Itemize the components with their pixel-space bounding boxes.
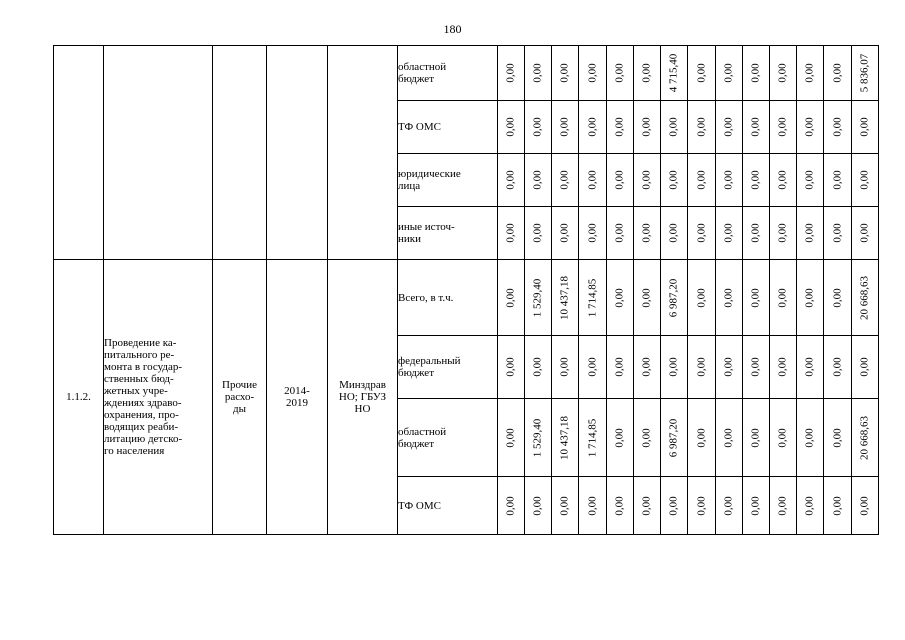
value-cell: [525, 207, 552, 260]
value-cell: [634, 336, 661, 399]
value: 0,00: [695, 63, 707, 83]
value: 0,00: [558, 117, 571, 137]
value-cell: [607, 260, 634, 336]
funding-source: федеральный бюджет: [398, 336, 498, 399]
value: 0,00: [586, 357, 598, 377]
value: 0,00: [776, 117, 789, 137]
prev-item-expense-type-cell: [213, 46, 267, 260]
table-row: [54, 260, 879, 336]
value-cell: [852, 260, 879, 336]
prev-item-code-cell: [54, 46, 104, 260]
value: 0,00: [613, 427, 626, 448]
value-cell: [797, 336, 824, 399]
funding-source: областной бюджет: [398, 46, 498, 101]
value-cell: [525, 101, 552, 154]
period: 2014- 2019: [267, 260, 328, 535]
value: 0,00: [586, 63, 598, 83]
value-cell: [552, 477, 579, 535]
value: 20 668,63: [858, 275, 871, 320]
value-cell: [716, 101, 743, 154]
value-cell: [607, 154, 634, 207]
value-cell: [579, 260, 607, 336]
value-cell: [552, 399, 579, 477]
value: 0,00: [749, 495, 762, 516]
value: 0,00: [695, 223, 707, 243]
value-cell: [552, 101, 579, 154]
value-cell: [498, 336, 525, 399]
value-cell: [770, 101, 797, 154]
value: 0,00: [586, 170, 598, 190]
value: 0,00: [558, 495, 571, 516]
value: 0,00: [722, 287, 735, 308]
value: 0,00: [803, 287, 816, 308]
value-cell: [634, 207, 661, 260]
value-cell: [661, 207, 688, 260]
prev-item-executor-cell: [328, 46, 398, 260]
value: 1 529,40: [531, 418, 544, 457]
value-cell: [498, 154, 525, 207]
value-cell: [661, 336, 688, 399]
value-cell: [743, 101, 770, 154]
value: 0,00: [776, 427, 789, 448]
value: 0,00: [749, 117, 762, 137]
value-cell: [797, 101, 824, 154]
value-cell: [770, 336, 797, 399]
value-cell: [716, 399, 743, 477]
value-cell: [743, 207, 770, 260]
value: 0,00: [504, 495, 517, 516]
funding-source: юридические лица: [398, 154, 498, 207]
value: 0,00: [640, 117, 653, 137]
value-cell: [852, 46, 879, 101]
value-cell: [797, 477, 824, 535]
value-cell: [797, 399, 824, 477]
budget-table: [53, 45, 879, 535]
value-cell: [552, 260, 579, 336]
value: 5 836,07: [858, 53, 871, 93]
expense-type: Прочие расхо- ды: [213, 260, 267, 535]
value: 0,00: [613, 223, 626, 243]
value: 0,00: [640, 495, 653, 516]
value: 0,00: [858, 170, 871, 190]
value: 0,00: [831, 427, 843, 448]
value-cell: [498, 477, 525, 535]
value: 0,00: [667, 170, 680, 190]
value: 0,00: [803, 63, 816, 83]
value: 1 714,85: [586, 418, 598, 457]
value-cell: [824, 46, 852, 101]
value-cell: [634, 101, 661, 154]
value: 0,00: [831, 495, 843, 516]
value-cell: [824, 399, 852, 477]
value: 0,00: [613, 117, 626, 137]
value-cell: [661, 477, 688, 535]
value-cell: [743, 336, 770, 399]
value: 0,00: [776, 495, 789, 516]
value-cell: [797, 154, 824, 207]
value: 0,00: [504, 223, 517, 243]
value: 4 715,40: [667, 53, 680, 93]
value-cell: [770, 207, 797, 260]
value-cell: [770, 399, 797, 477]
value: 0,00: [749, 170, 762, 190]
value: 0,00: [586, 117, 598, 137]
value: 10 437,18: [558, 275, 571, 320]
value: 0,00: [803, 223, 816, 243]
value: 0,00: [722, 117, 735, 137]
value: 0,00: [667, 117, 680, 137]
value: 0,00: [640, 287, 653, 308]
value: 0,00: [504, 427, 517, 448]
value: 0,00: [504, 287, 517, 308]
value-cell: [579, 336, 607, 399]
value-cell: [579, 477, 607, 535]
value: 0,00: [749, 357, 762, 377]
value-cell: [634, 46, 661, 101]
value-cell: [525, 46, 552, 101]
table-row: [54, 46, 879, 101]
value: 0,00: [858, 223, 871, 243]
value: 0,00: [640, 170, 653, 190]
value-cell: [634, 477, 661, 535]
value-cell: [579, 101, 607, 154]
value-cell: [852, 399, 879, 477]
funding-source: ТФ ОМС: [398, 101, 498, 154]
value: 0,00: [504, 117, 517, 137]
value-cell: [579, 46, 607, 101]
value: 0,00: [749, 63, 762, 83]
value-cell: [688, 260, 716, 336]
value: 0,00: [803, 495, 816, 516]
funding-source: ТФ ОМС: [398, 477, 498, 535]
value: 0,00: [722, 357, 735, 377]
value: 0,00: [586, 495, 598, 516]
value-cell: [852, 207, 879, 260]
value-cell: [797, 260, 824, 336]
value-cell: [824, 207, 852, 260]
value: 0,00: [831, 63, 843, 83]
value: 0,00: [749, 287, 762, 308]
value-cell: [688, 101, 716, 154]
value: 0,00: [613, 63, 626, 83]
value: 0,00: [531, 117, 544, 137]
value: 0,00: [776, 223, 789, 243]
value: 0,00: [858, 495, 871, 516]
value-cell: [498, 399, 525, 477]
value-cell: [824, 101, 852, 154]
value: 0,00: [722, 223, 735, 243]
value: 0,00: [504, 357, 517, 377]
value-cell: [852, 477, 879, 535]
value-cell: [525, 336, 552, 399]
value: 0,00: [749, 427, 762, 448]
value-cell: [852, 336, 879, 399]
value-cell: [579, 399, 607, 477]
value-cell: [552, 207, 579, 260]
value-cell: [688, 207, 716, 260]
value-cell: [743, 399, 770, 477]
value-cell: [634, 399, 661, 477]
value-cell: [688, 46, 716, 101]
value: 0,00: [831, 287, 843, 308]
value: 0,00: [722, 427, 735, 448]
value: 0,00: [640, 63, 653, 83]
value-cell: [525, 260, 552, 336]
value-cell: [525, 477, 552, 535]
value-cell: [661, 154, 688, 207]
value: 0,00: [695, 427, 707, 448]
value: 20 668,63: [858, 415, 871, 460]
value: 0,00: [531, 223, 544, 243]
item-description: Проведение ка- питального ре- монта в государ- ственных бюд- жетных учре- ждениях здраво- охранения, про- водящих реаби- литацию детско- го населения: [104, 260, 213, 535]
value: 0,00: [558, 63, 571, 83]
value-cell: [770, 46, 797, 101]
value-cell: [498, 101, 525, 154]
value-cell: [661, 46, 688, 101]
value-cell: [498, 46, 525, 101]
value-cell: [824, 154, 852, 207]
value-cell: [770, 477, 797, 535]
value: 0,00: [722, 495, 735, 516]
value: 0,00: [667, 495, 680, 516]
value-cell: [552, 46, 579, 101]
value-cell: [525, 154, 552, 207]
value: 0,00: [667, 357, 680, 377]
value: 6 987,20: [667, 418, 680, 457]
value-cell: [498, 207, 525, 260]
executor: Минздрав НО; ГБУЗ НО: [328, 260, 398, 535]
value-cell: [716, 477, 743, 535]
value: 10 437,18: [558, 415, 571, 460]
value: 0,00: [831, 170, 843, 190]
value: 1 529,40: [531, 278, 544, 317]
value: 0,00: [695, 287, 707, 308]
value: 0,00: [858, 357, 871, 377]
value: 0,00: [803, 427, 816, 448]
value-cell: [824, 260, 852, 336]
value: 0,00: [613, 287, 626, 308]
value: 0,00: [831, 223, 843, 243]
value: 0,00: [695, 170, 707, 190]
value-cell: [607, 101, 634, 154]
value-cell: [607, 336, 634, 399]
value: 0,00: [803, 170, 816, 190]
value: 0,00: [776, 357, 789, 377]
value-cell: [743, 154, 770, 207]
value-cell: [579, 154, 607, 207]
value-cell: [688, 399, 716, 477]
page-number: 180: [443, 22, 462, 36]
funding-source: иные источ- ники: [398, 207, 498, 260]
value-cell: [716, 154, 743, 207]
item-code: 1.1.2.: [54, 260, 104, 535]
value-cell: [607, 46, 634, 101]
value: 0,00: [613, 170, 626, 190]
value-cell: [688, 477, 716, 535]
value-cell: [607, 399, 634, 477]
value: 0,00: [831, 117, 843, 137]
value-cell: [688, 154, 716, 207]
value: 0,00: [613, 495, 626, 516]
value: 0,00: [558, 170, 571, 190]
value-cell: [852, 154, 879, 207]
value-cell: [716, 336, 743, 399]
value-cell: [661, 260, 688, 336]
value: 0,00: [695, 495, 707, 516]
value-cell: [607, 477, 634, 535]
value: 0,00: [531, 495, 544, 516]
value-cell: [743, 260, 770, 336]
value-cell: [661, 399, 688, 477]
value: 0,00: [803, 357, 816, 377]
value: 0,00: [858, 117, 871, 137]
prev-item-period-cell: [267, 46, 328, 260]
value: 0,00: [776, 170, 789, 190]
value: 0,00: [803, 117, 816, 137]
value-cell: [824, 477, 852, 535]
value-cell: [607, 207, 634, 260]
value-cell: [579, 207, 607, 260]
value-cell: [634, 154, 661, 207]
value-cell: [688, 336, 716, 399]
value-cell: [824, 336, 852, 399]
value: 0,00: [776, 63, 789, 83]
value-cell: [498, 260, 525, 336]
value-cell: [716, 46, 743, 101]
value-cell: [716, 260, 743, 336]
value: 6 987,20: [667, 278, 680, 317]
value-cell: [770, 260, 797, 336]
value: 0,00: [504, 170, 517, 190]
value-cell: [716, 207, 743, 260]
value: 0,00: [640, 223, 653, 243]
value: 0,00: [776, 287, 789, 308]
value: 0,00: [558, 357, 571, 377]
value-cell: [797, 46, 824, 101]
value: 0,00: [831, 357, 843, 377]
value: 0,00: [531, 170, 544, 190]
value: 0,00: [695, 117, 707, 137]
value-cell: [743, 477, 770, 535]
value-cell: [743, 46, 770, 101]
value: 0,00: [722, 170, 735, 190]
value-cell: [770, 154, 797, 207]
value-cell: [525, 399, 552, 477]
value: 0,00: [613, 357, 626, 377]
value-cell: [552, 336, 579, 399]
value: 0,00: [667, 223, 680, 243]
value: 0,00: [531, 63, 544, 83]
value: 0,00: [749, 223, 762, 243]
value-cell: [852, 101, 879, 154]
value: 1 714,85: [586, 278, 598, 317]
value: 0,00: [640, 357, 653, 377]
value: 0,00: [504, 63, 517, 83]
value: 0,00: [558, 223, 571, 243]
value: 0,00: [531, 357, 544, 377]
value: 0,00: [722, 63, 735, 83]
value-cell: [634, 260, 661, 336]
value-cell: [552, 154, 579, 207]
value: 0,00: [586, 223, 598, 243]
value: 0,00: [640, 427, 653, 448]
value-cell: [797, 207, 824, 260]
value-cell: [661, 101, 688, 154]
funding-source: Всего, в т.ч.: [398, 260, 498, 336]
prev-item-description-cell: [104, 46, 213, 260]
value: 0,00: [695, 357, 707, 377]
funding-source: областной бюджет: [398, 399, 498, 477]
